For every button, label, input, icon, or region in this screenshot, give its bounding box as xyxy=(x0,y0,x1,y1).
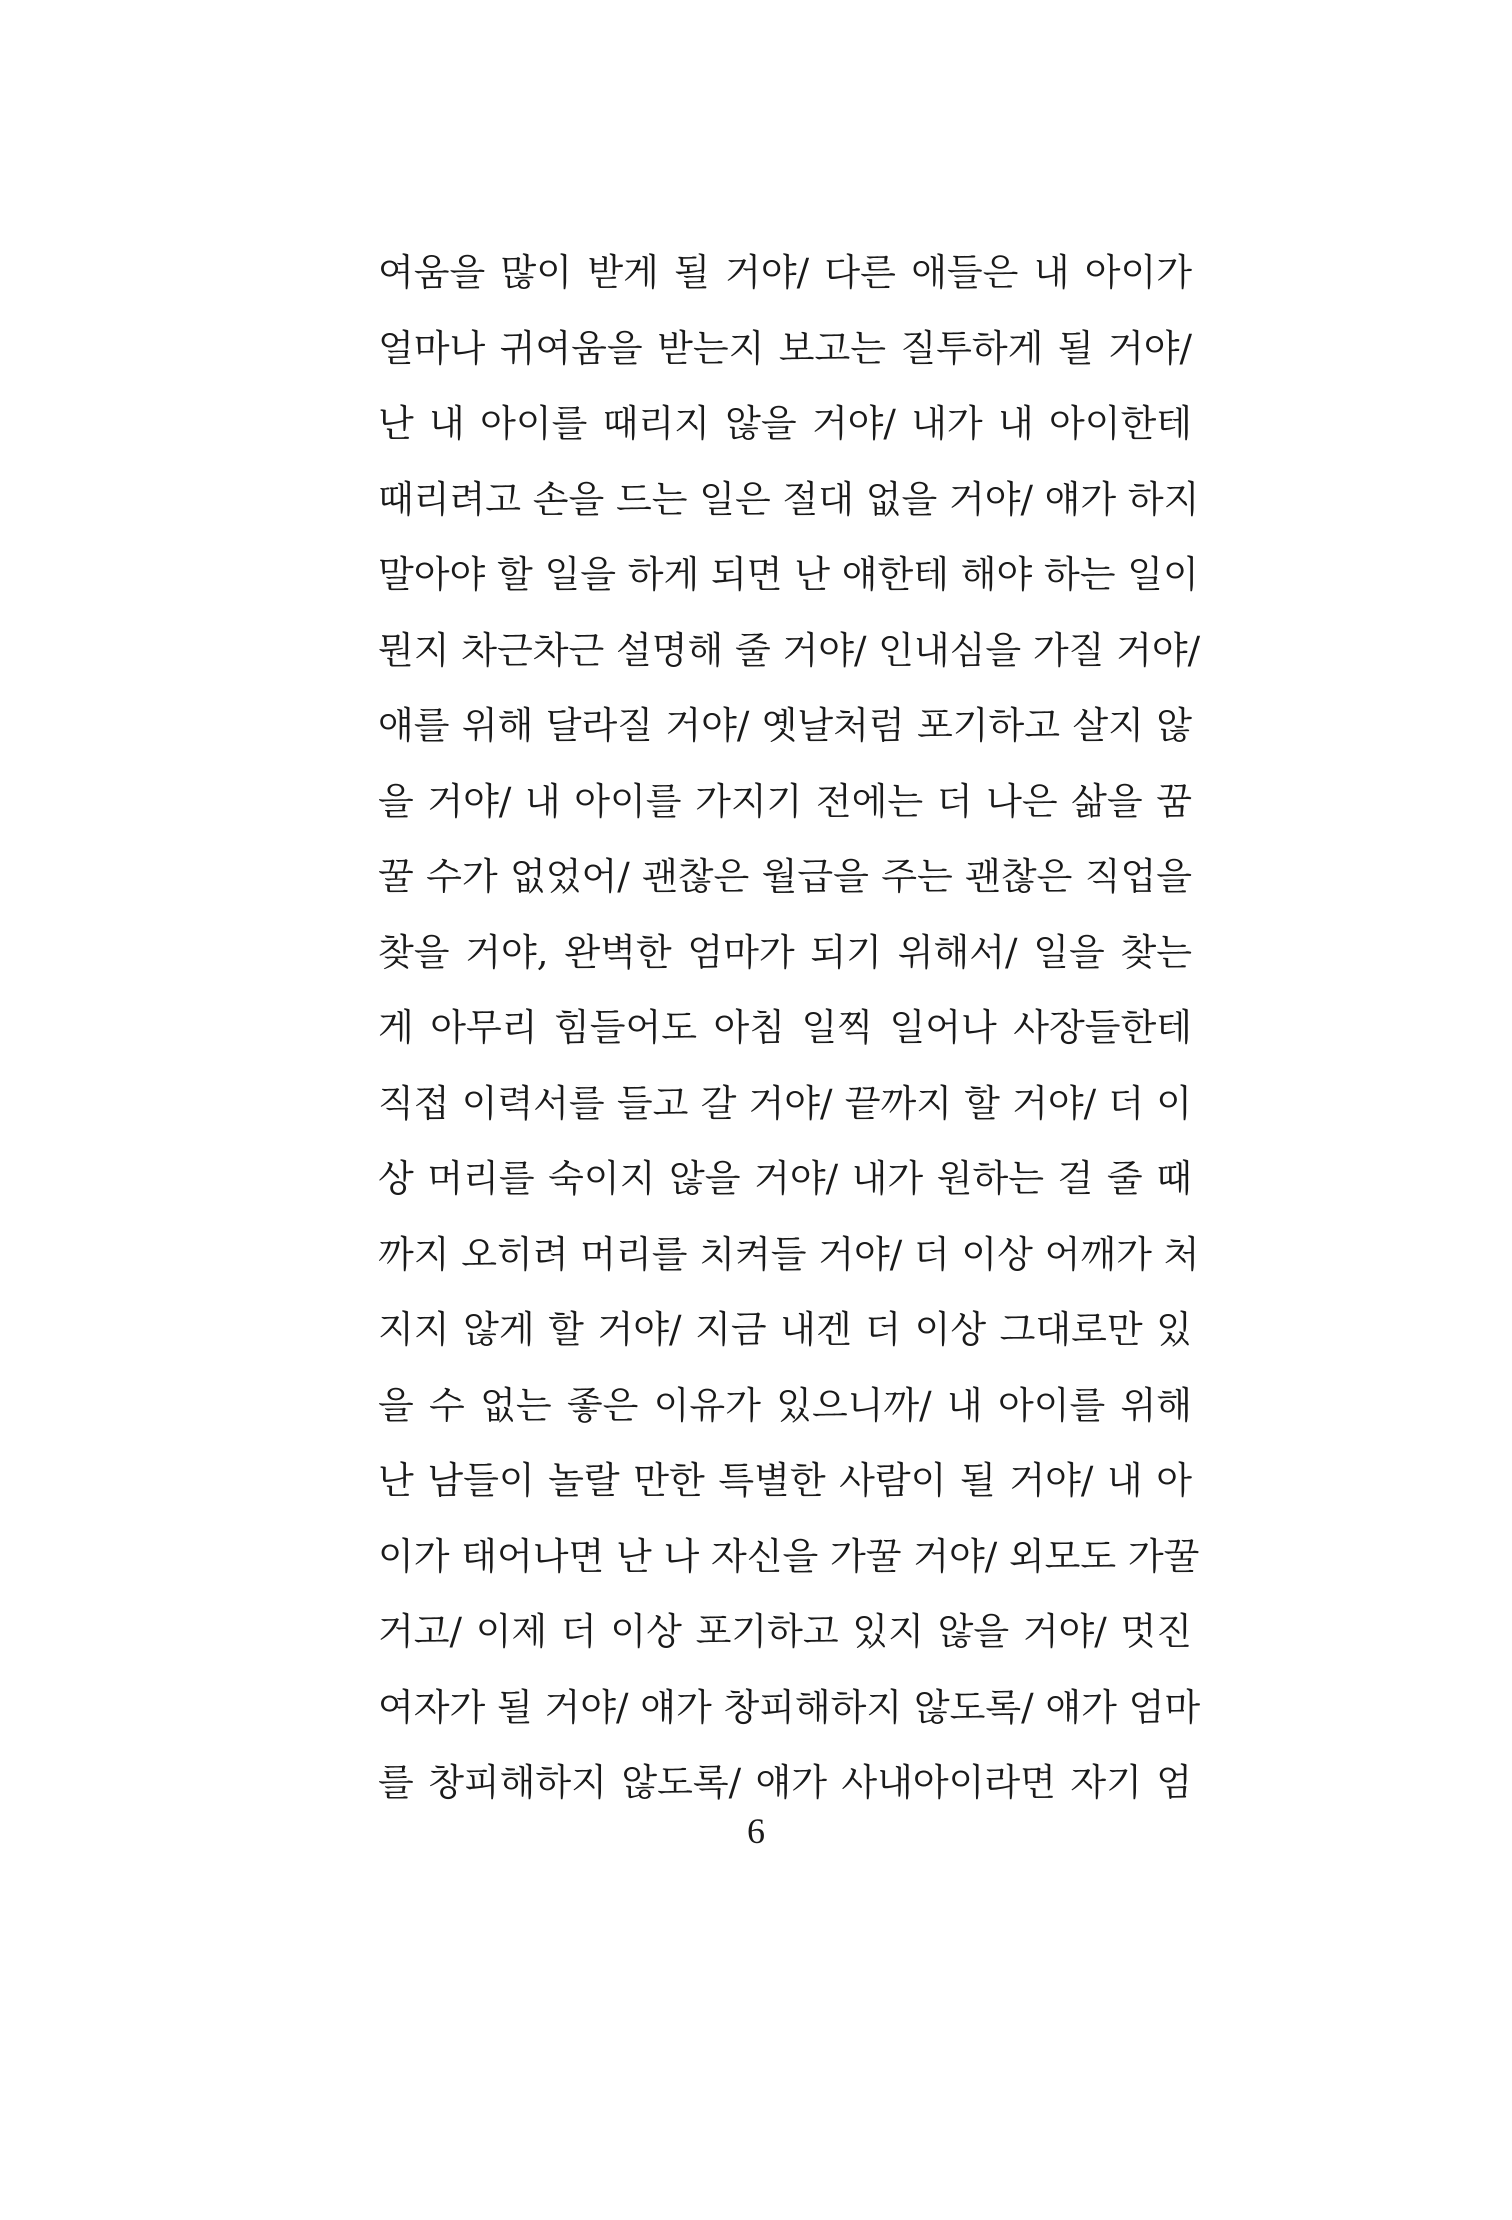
text-line: 말아야 할 일을 하게 되면 난 얘한테 해야 하는 일이 xyxy=(378,553,1199,596)
page-number: 6 xyxy=(747,1811,765,1851)
text-line: 찾을 거야, 완벽한 엄마가 되기 위해서/ 일을 찾는 xyxy=(378,930,1192,974)
text-line: 을 수 없는 좋은 이유가 있으니까/ 내 아이를 위해 xyxy=(378,1383,1192,1427)
text-line: 얘를 위해 달라질 거야/ 옛날처럼 포기하고 살지 않 xyxy=(378,704,1192,747)
text-line: 상 머리를 숙이지 않을 거야/ 내가 원하는 걸 줄 때 xyxy=(378,1157,1192,1200)
body-text xyxy=(378,248,1201,1834)
text-line: 난 남들이 놀랄 만한 특별한 사람이 될 거야/ 내 아 xyxy=(378,1459,1192,1502)
text-line: 이가 태어나면 난 나 자신을 가꿀 거야/ 외모도 가꿀 xyxy=(378,1534,1200,1578)
text-line: 직접 이력서를 들고 갈 거야/ 끝까지 할 거야/ 더 이 xyxy=(378,1081,1192,1125)
text-line: 게 아무리 힘들어도 아침 일찍 일어나 사장들한테 xyxy=(378,1006,1192,1049)
text-line: 꿀 수가 없었어/ 괜찮은 월급을 주는 괜찮은 직업을 xyxy=(378,855,1192,898)
text-line: 때리려고 손을 드는 일은 절대 없을 거야/ 얘가 하지 xyxy=(378,477,1200,521)
text-line: 얼마나 귀여움을 받는지 보고는 질투하게 될 거야/ xyxy=(378,326,1192,370)
text-line: 뭔지 차근차근 설명해 줄 거야/ 인내심을 가질 거야/ xyxy=(378,628,1201,672)
text-line: 지지 않게 할 거야/ 지금 내겐 더 이상 그대로만 있 xyxy=(378,1308,1192,1351)
text-line: 여움을 많이 받게 될 거야/ 다른 애들은 내 아이가 xyxy=(378,251,1192,294)
text-line: 여자가 될 거야/ 얘가 창피해하지 않도록/ 얘가 엄마 xyxy=(378,1685,1201,1729)
text-line: 까지 오히려 머리를 치켜들 거야/ 더 이상 어깨가 처 xyxy=(378,1232,1200,1276)
text-line: 거고/ 이제 더 이상 포기하고 있지 않을 거야/ 멋진 xyxy=(378,1610,1192,1653)
text-line: 난 내 아이를 때리지 않을 거야/ 내가 내 아이한테 xyxy=(378,402,1192,445)
text-line: 을 거야/ 내 아이를 가지기 전에는 더 나은 삶을 꿈 xyxy=(378,779,1192,823)
text-line: 를 창피해하지 않도록/ 얘가 사내아이라면 자기 엄 xyxy=(378,1761,1192,1804)
